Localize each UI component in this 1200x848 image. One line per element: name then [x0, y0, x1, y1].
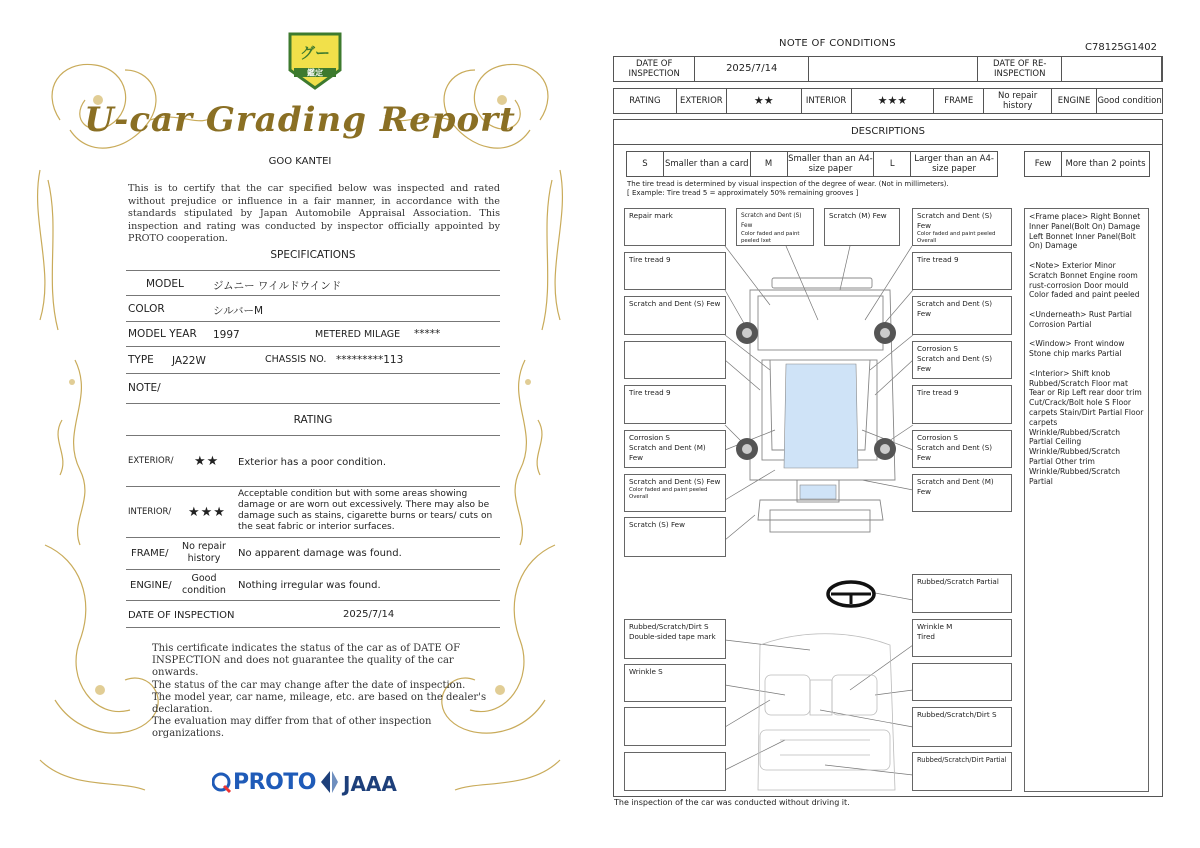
label-interior-rubbed-dirt-partial [912, 752, 1012, 791]
label-subtext: Color faded and paint peeled Overall [917, 231, 996, 244]
label-left-door-scratch [624, 296, 726, 335]
label-interior-wrinkle-s [624, 664, 726, 702]
exterior-label-cell: EXTERIOR [676, 89, 726, 114]
jaaa-logo-icon [318, 769, 340, 795]
rating-row-frame [126, 539, 500, 570]
label-text: Tire tread 9 [917, 255, 959, 264]
chassis-label: CHASSIS NO. [265, 354, 327, 365]
proto-logo-icon [212, 772, 232, 794]
label-text: Scratch and Dent (S) Few [917, 211, 993, 230]
interior-value-cell: ★★★ [851, 89, 934, 114]
goo-kantei-badge-icon [286, 30, 344, 92]
label-interior-rubbed-dirt-s [912, 707, 1012, 747]
label-text: Scratch (M) Few [829, 211, 887, 220]
label-text: Rubbed/Scratch/Dirt S [917, 710, 997, 719]
footer-line-3: The model year, car name, mileage, etc. are based on the dealer's declaration. [152, 691, 487, 716]
label-right-door-scratch [912, 296, 1012, 335]
label-rear-scratch [624, 517, 726, 557]
label-text: Rubbed/Scratch/Dirt S [629, 622, 709, 631]
model-year-value: 1997 [213, 329, 240, 341]
jaaa-logo-text: JAAA [343, 772, 397, 796]
label-right-corrosion-1 [912, 341, 1012, 379]
badge-bottom-text: 鑑定 [307, 68, 323, 78]
legend-few-desc: More than 2 points [1062, 152, 1150, 177]
label-text: Scratch and Dent (S) Few [917, 299, 993, 318]
metered-value: ***** [414, 328, 441, 340]
spec-row-color [126, 297, 500, 322]
detail-frame-place: <Frame place> Right Bonnet Inner Panel(Bolt On) Damage Left Bonnet Inner Panel(Bolt On) Damage [1029, 212, 1141, 251]
report-code: C78125G1402 [1085, 42, 1157, 53]
label-text: Scratch and Dent (S) Few [629, 299, 721, 308]
label-text: Rubbed/Scratch/Dirt Partial [917, 756, 1007, 764]
label-tire-front-left [624, 252, 726, 290]
condition-details-list [1024, 208, 1149, 792]
label-rear-left-scratch [624, 474, 726, 512]
spec-row-note [126, 375, 500, 404]
certificate-subtitle: GOO KANTEI [268, 156, 332, 167]
model-value: ジムニー ワイルドウインド [213, 280, 342, 292]
label-text: Corrosion S [917, 433, 958, 442]
label-text: Repair mark [629, 211, 673, 220]
note-label: NOTE/ [128, 382, 161, 394]
label-subtext: Scratch and Dent (S) Few [917, 443, 993, 462]
label-subtext: Double-sided tape mark [629, 632, 716, 641]
frame-value-cell: No repair history [984, 89, 1052, 114]
label-tire-rear-left [624, 385, 726, 424]
label-subtext: Tired [917, 632, 935, 641]
label-text: Scratch and Dent (M) Few [917, 477, 994, 496]
date-label: DATE OF INSPECTION [128, 610, 235, 621]
color-label: COLOR [128, 303, 165, 315]
note-title: NOTE OF CONDITIONS [779, 38, 896, 49]
legend-l-key: L [874, 152, 911, 177]
interior-label: INTERIOR/ [128, 507, 172, 517]
label-repair-mark [624, 208, 726, 246]
spec-row-type [126, 348, 500, 374]
frame-label: FRAME/ [131, 548, 169, 559]
label-text: Wrinkle M [917, 622, 953, 631]
inspection-footnote: The inspection of the car was conducted without driving it. [614, 798, 850, 807]
engine-label-cell: ENGINE [1052, 89, 1097, 114]
rating-heading: RATING [293, 414, 333, 426]
type-value: JA22W [172, 355, 206, 367]
certificate-title: U-car Grading Report [84, 100, 516, 140]
cabin-glass [784, 364, 858, 468]
footer-line-2: The status of the car may change after the date of inspection. [152, 679, 466, 691]
label-subtext: Scratch and Dent (M) Few [629, 443, 706, 462]
car-interior-outline [758, 634, 895, 790]
rating-row-interior [126, 488, 500, 538]
date-inspection-label: DATE OF INSPECTION [614, 57, 695, 82]
exterior-desc: Exterior has a poor condition. [238, 457, 387, 468]
label-steering-rubbed [912, 574, 1012, 613]
label-text: Tire tread 9 [629, 255, 671, 264]
certificate-footer [152, 643, 492, 741]
detail-interior: <Interior> Shift knob Rubbed/Scratch Floor mat Tear or Rip Left rear door trim Cut/Crack/Bolt hole S Floor carpets Stain/Dirt Partial Floor carpets Wrinkle/Rubbed/Scratch Partial Ceiling Wrinkle/Rubbed/Scratch Partial Other trim Wrinkle/Rubbed/Scratch Partial [1029, 368, 1144, 486]
detail-window: <Window> Front window Stone chip marks Partial [1029, 339, 1125, 359]
steering-wheel-icon [828, 582, 874, 606]
rating-row-date [126, 602, 500, 628]
interior-desc: Acceptable condition but with some areas showing damage or are worn out excessively. There may also be damage such as stains, cigarette burns or tears/ cuts on the seat fabric or interior surfaces. [238, 489, 493, 532]
rating-row-engine [126, 571, 500, 601]
type-label: TYPE [128, 354, 154, 366]
engine-label: ENGINE/ [130, 580, 172, 591]
reinspection-label: DATE OF RE-INSPECTION [978, 57, 1062, 82]
label-interior-right-blank [912, 663, 1012, 701]
badge-top-text: グー [299, 44, 331, 62]
exterior-stars: ★★ [194, 454, 220, 469]
engine-value: Good condition [182, 573, 226, 596]
interior-label-cell: INTERIOR [801, 89, 851, 114]
engine-desc: Nothing irregular was found. [238, 580, 381, 591]
frame-desc: No apparent damage was found. [238, 548, 402, 559]
label-tire-rear-right [912, 385, 1012, 424]
tire-note-line-1: The tire tread is determined by visual inspection of the degree of wear. (Not in millimeters). [627, 180, 949, 188]
label-text: Tire tread 9 [917, 388, 959, 397]
label-text: Scratch (S) Few [629, 520, 685, 529]
rating-row-exterior [126, 437, 500, 487]
note-of-conditions [600, 0, 1200, 848]
legend-s-key: S [627, 152, 664, 177]
label-subtext: Scratch and Dent (S) Few [917, 354, 993, 373]
proto-logo-text: PROTO [233, 770, 316, 795]
label-text: Tire tread 9 [629, 388, 671, 397]
footer-line-1: This certificate indicates the status of the car as of DATE OF INSPECTION and does not guarantee the quality of the car onwards. [152, 643, 461, 679]
label-interior-front-rubbed [624, 619, 726, 659]
label-right-corrosion-2 [912, 430, 1012, 468]
interior-stars: ★★★ [188, 505, 226, 520]
label-left-blank [624, 341, 726, 379]
label-interior-wrinkle-m [912, 619, 1012, 657]
label-rear-right-scratch [912, 474, 1012, 512]
frame-value: No repair history [182, 541, 226, 564]
chassis-value: *********113 [336, 354, 404, 366]
legend-few-key: Few [1025, 152, 1062, 177]
label-front-right-scratch [912, 208, 1012, 246]
label-front-scratch-m [824, 208, 900, 246]
label-left-corrosion [624, 430, 726, 468]
spec-row-model [126, 272, 500, 296]
specifications-heading: SPECIFICATIONS [270, 249, 356, 261]
legend-l-desc: Larger than an A4-size paper [911, 152, 998, 177]
metered-label: METERED MILAGE [315, 329, 401, 340]
label-subtext: Color faded and paint peeled Ixet [741, 231, 800, 244]
tire-note-line-2: [ Example: Tire tread 5 = approximately 50% remaining grooves ] [627, 189, 859, 197]
legend-m-key: M [750, 152, 787, 177]
model-label: MODEL [146, 278, 184, 290]
model-year-label: MODEL YEAR [128, 328, 197, 340]
rating-label: RATING [614, 89, 677, 114]
footer-line-4: The evaluation may differ from that of other inspection organizations. [152, 716, 432, 740]
label-interior-left-blank-2 [624, 752, 726, 791]
label-interior-left-blank-1 [624, 707, 726, 746]
detail-underneath: <Underneath> Rust Partial Corrosion Partial [1029, 309, 1132, 329]
rating-divider [126, 435, 500, 436]
label-front-left-scratch [736, 208, 814, 246]
label-text: Scratch and Dent (S) Few [741, 213, 802, 229]
detail-note: <Note> Exterior Minor Scratch Bonnet Engine room rust-corrosion Door mould Color faded and paint peeled [1029, 260, 1140, 300]
label-tire-front-right [912, 252, 1012, 290]
label-text: Corrosion S [917, 344, 958, 353]
date-inspection-value: 2025/7/14 [695, 57, 809, 82]
exterior-value-cell: ★★ [726, 89, 801, 114]
certificate-intro: This is to certify that the car specified below was inspected and rated without prejudice or influence in a fair manner, in accordance with the standards stipulated by Japan Automobile Appraisal Association. This inspection and rating was conducted by inspector officially appointed by PROTO cooperation. [128, 183, 500, 245]
label-subtext: Color faded and paint peeled Overall [629, 487, 708, 500]
frame-label-cell: FRAME [934, 89, 984, 114]
descriptions-heading: DESCRIPTIONS [613, 119, 1163, 145]
legend-s-desc: Smaller than a card [663, 152, 750, 177]
rear-glass [800, 485, 836, 499]
exterior-label: EXTERIOR/ [128, 456, 174, 466]
label-text: Scratch and Dent (S) Few [629, 477, 721, 486]
legend-m-desc: Smaller than an A4-size paper [787, 152, 874, 177]
label-text: Wrinkle S [629, 667, 663, 676]
spec-row-model-year [126, 323, 500, 347]
engine-value-cell: Good condition [1097, 89, 1163, 114]
date-value: 2025/7/14 [343, 609, 395, 620]
label-text: Corrosion S [629, 433, 670, 442]
label-text: Rubbed/Scratch Partial [917, 577, 999, 586]
spec-divider [126, 270, 500, 271]
color-value: シルバーM [213, 305, 264, 317]
